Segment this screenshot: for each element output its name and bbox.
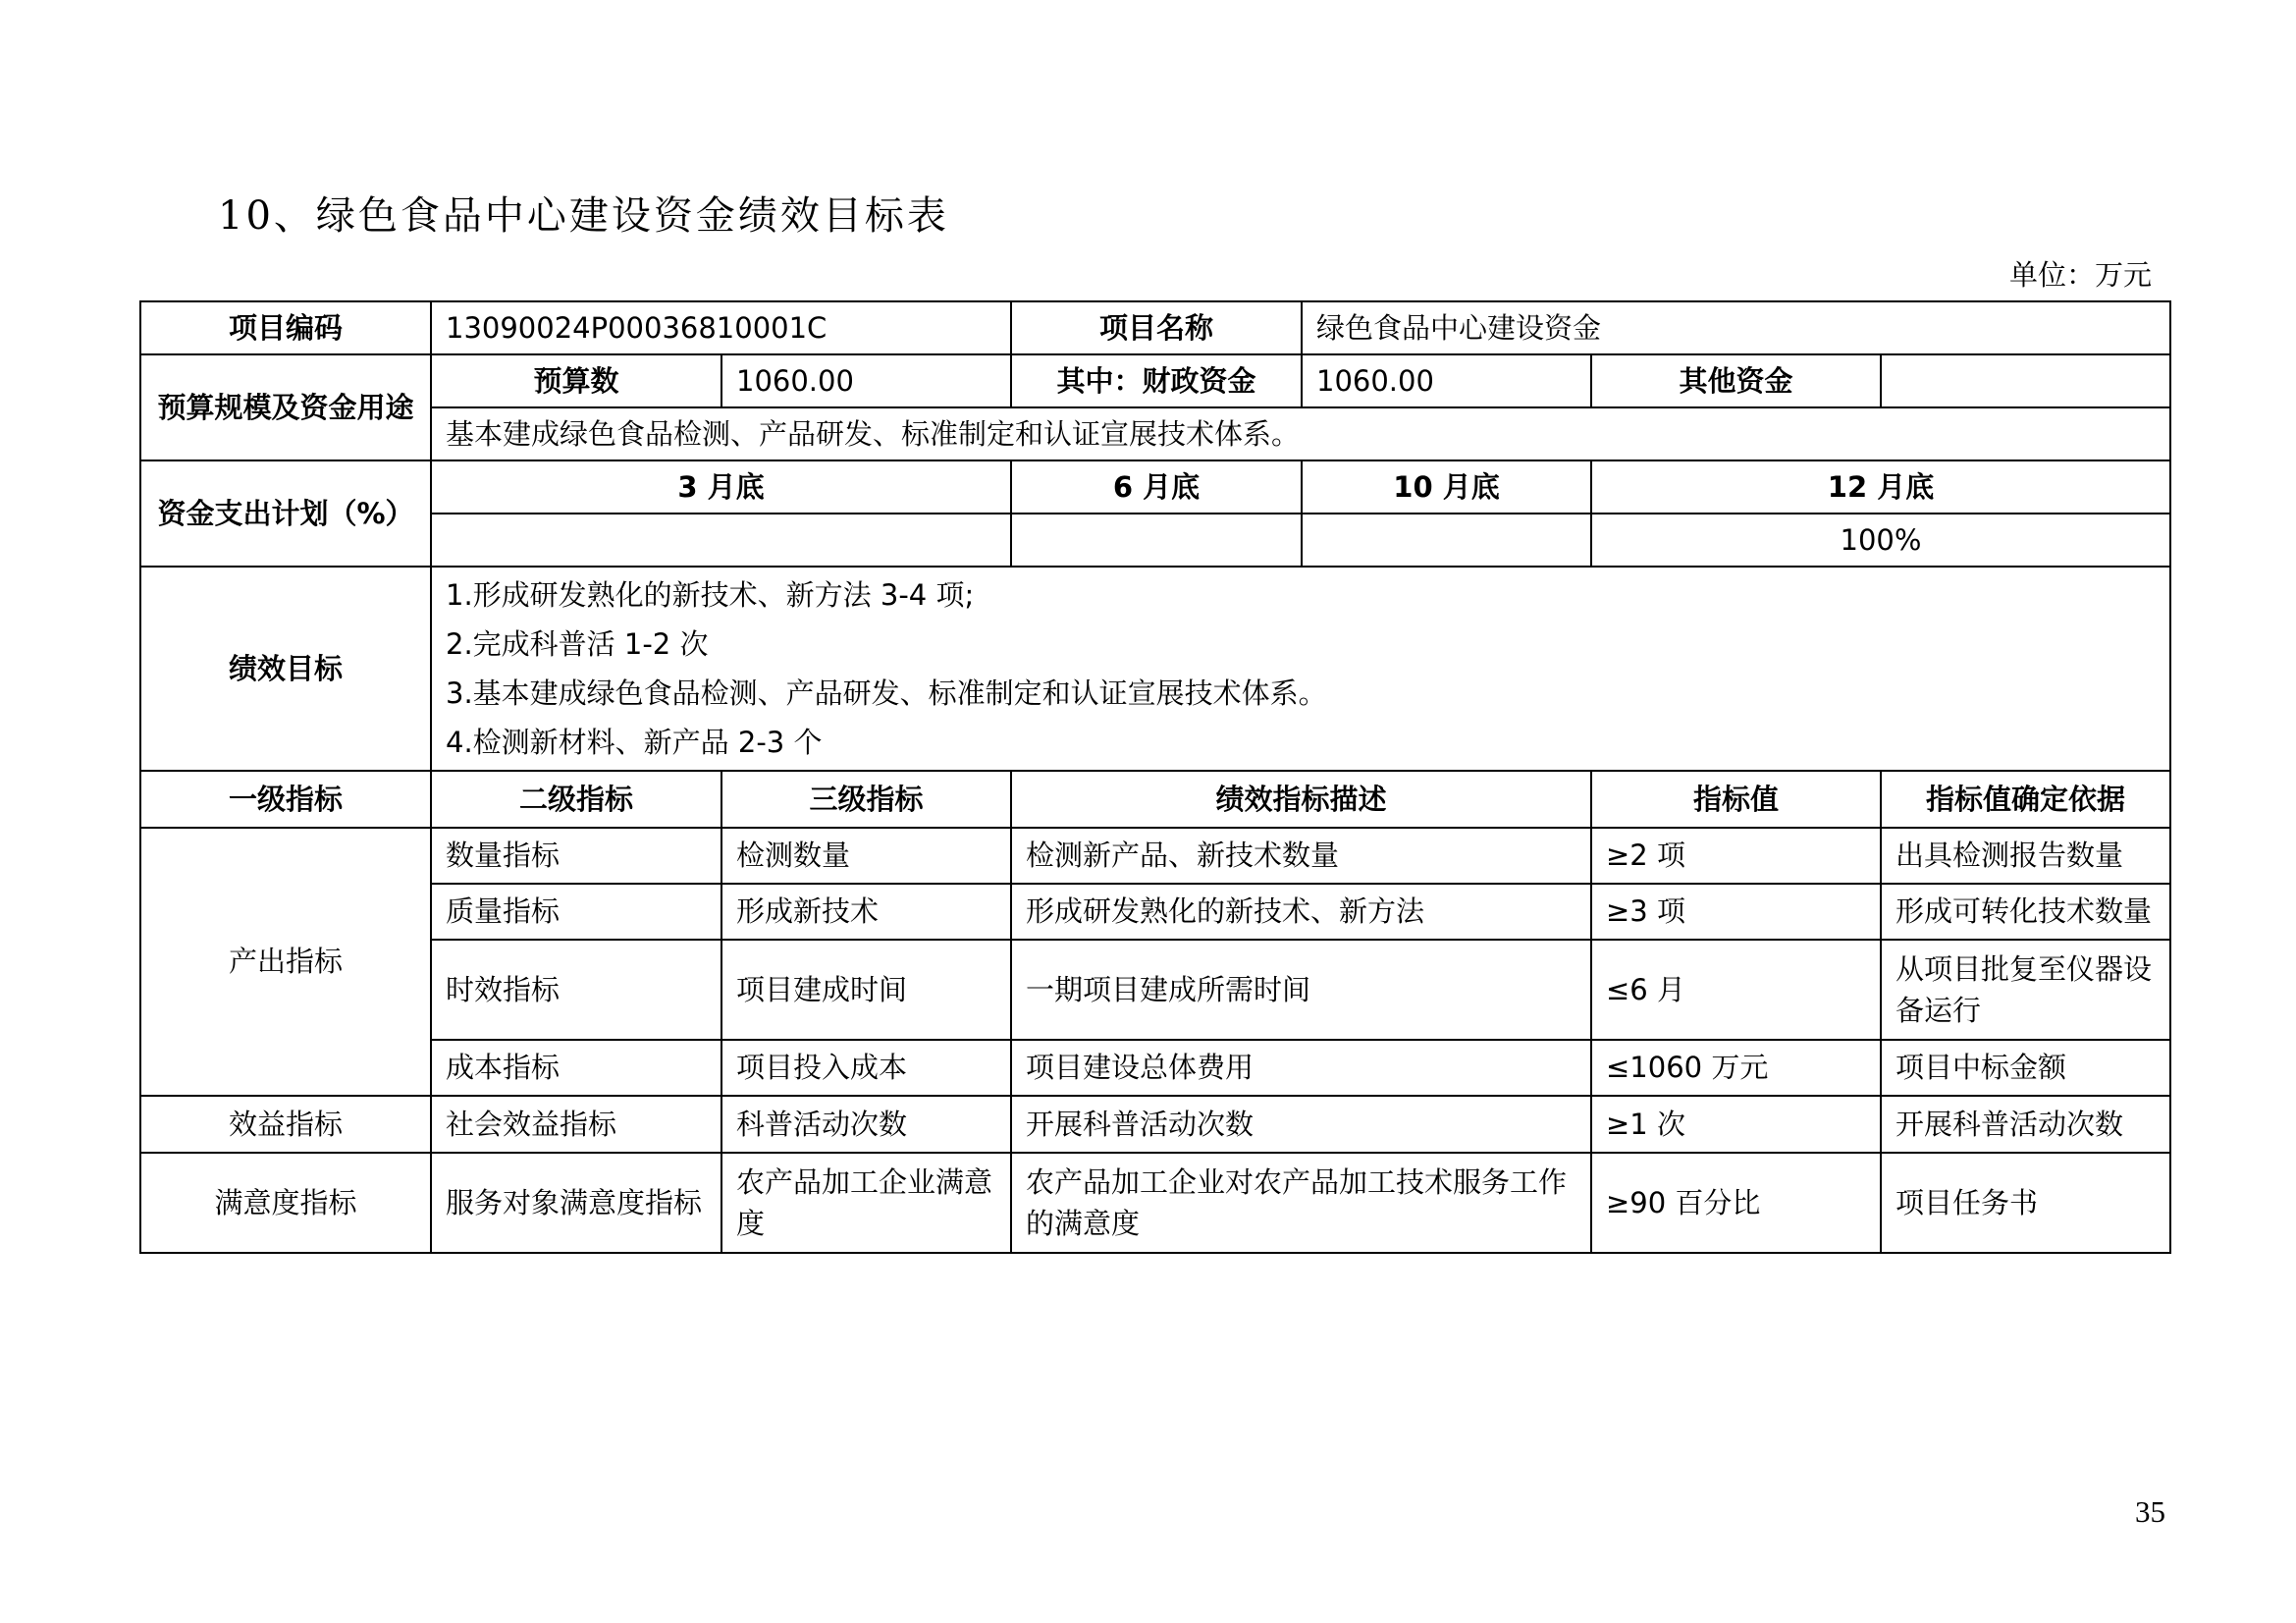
level3-cell: 检测数量 (721, 828, 1011, 884)
header-basis: 指标值确定依据 (1881, 771, 2170, 828)
unit-label: 单位：万元 (2008, 258, 2152, 292)
indicator-header-row (140, 771, 2170, 828)
plan-value-jun (1011, 514, 1302, 567)
table-row (140, 1153, 2170, 1253)
level1-output: 产出指标 (140, 828, 431, 1096)
goal-item: 4.检测新材料、新产品 2-3 个 (446, 726, 823, 759)
value-cell: ≤1060 万元 (1591, 1040, 1881, 1096)
basis-cell: 项目任务书 (1881, 1153, 2170, 1253)
value-cell: ≥90 百分比 (1591, 1153, 1881, 1253)
value-cell: ≥3 项 (1591, 884, 1881, 940)
plan-value-row (140, 514, 2170, 567)
plan-period-dec: 12 月底 (1591, 460, 2170, 514)
document-title: 10、绿色食品中心建设资金绩效目标表 (218, 193, 949, 239)
description-cell: 项目建设总体费用 (1011, 1040, 1591, 1096)
description-cell: 农产品加工企业对农产品加工技术服务工作的满意度 (1011, 1153, 1591, 1253)
project-code-value: 13090024P00036810001C (431, 301, 1011, 354)
plan-period-mar: 3 月底 (431, 460, 1011, 514)
table-row (140, 884, 2170, 940)
goal-item: 1.形成研发熟化的新技术、新方法 3-4 项; (446, 578, 975, 612)
level3-cell: 项目投入成本 (721, 1040, 1011, 1096)
level1-satisfaction: 满意度指标 (140, 1153, 431, 1253)
value-cell: ≥1 次 (1591, 1096, 1881, 1153)
table-row (140, 1040, 2170, 1096)
description-cell: 开展科普活动次数 (1011, 1096, 1591, 1153)
value-cell: ≤6 月 (1591, 940, 1881, 1040)
basis-cell: 出具检测报告数量 (1881, 828, 2170, 884)
info-row-budget (140, 354, 2170, 407)
level2-cell: 数量指标 (431, 828, 721, 884)
basis-cell: 项目中标金额 (1881, 1040, 2170, 1096)
description-cell: 形成研发熟化的新技术、新方法 (1011, 884, 1591, 940)
performance-goals-list (431, 567, 2170, 771)
header-level2: 二级指标 (431, 771, 721, 828)
level2-cell: 成本指标 (431, 1040, 721, 1096)
fiscal-fund-label: 其中：财政资金 (1011, 354, 1302, 407)
level3-cell: 项目建成时间 (721, 940, 1011, 1040)
fiscal-fund-value: 1060.00 (1302, 354, 1591, 407)
level2-cell: 时效指标 (431, 940, 721, 1040)
table-row (140, 940, 2170, 1040)
other-fund-value (1881, 354, 2170, 407)
fund-usage-text: 基本建成绿色食品检测、产品研发、标准制定和认证宣展技术体系。 (431, 407, 2170, 460)
other-fund-label: 其他资金 (1591, 354, 1881, 407)
goals-row (140, 567, 2170, 771)
basis-cell: 形成可转化技术数量 (1881, 884, 2170, 940)
header-level1: 一级指标 (140, 771, 431, 828)
budget-count-value: 1060.00 (721, 354, 1011, 407)
level3-cell: 科普活动次数 (721, 1096, 1011, 1153)
page-number: 35 (2135, 1494, 2165, 1529)
header-level3: 三级指标 (721, 771, 1011, 828)
info-row-code (140, 301, 2170, 354)
goal-item: 2.完成科普活 1-2 次 (446, 627, 709, 661)
plan-value-dec: 100% (1591, 514, 2170, 567)
plan-value-mar (431, 514, 1011, 567)
spending-plan-label: 资金支出计划（%） (140, 460, 431, 567)
level3-cell: 农产品加工企业满意度 (721, 1153, 1011, 1253)
basis-cell: 从项目批复至仪器设备运行 (1881, 940, 2170, 1040)
level3-cell: 形成新技术 (721, 884, 1011, 940)
basis-cell: 开展科普活动次数 (1881, 1096, 2170, 1153)
project-code-label: 项目编码 (140, 301, 431, 354)
header-description: 绩效指标描述 (1011, 771, 1591, 828)
goal-item: 3.基本建成绿色食品检测、产品研发、标准制定和认证宣展技术体系。 (446, 676, 1327, 710)
level2-cell: 质量指标 (431, 884, 721, 940)
level1-benefit: 效益指标 (140, 1096, 431, 1153)
level2-cell: 服务对象满意度指标 (431, 1153, 721, 1253)
performance-goals-label: 绩效目标 (140, 567, 431, 771)
description-cell: 一期项目建成所需时间 (1011, 940, 1591, 1040)
header-value: 指标值 (1591, 771, 1881, 828)
plan-header-row (140, 460, 2170, 514)
info-row-usage (140, 407, 2170, 460)
description-cell: 检测新产品、新技术数量 (1011, 828, 1591, 884)
project-name-value: 绿色食品中心建设资金 (1302, 301, 2170, 354)
performance-target-table (139, 300, 2171, 1254)
value-cell: ≥2 项 (1591, 828, 1881, 884)
plan-value-oct (1302, 514, 1591, 567)
project-name-label: 项目名称 (1011, 301, 1302, 354)
plan-period-oct: 10 月底 (1302, 460, 1591, 514)
table-row (140, 828, 2170, 884)
budget-count-label: 预算数 (431, 354, 721, 407)
level2-cell: 社会效益指标 (431, 1096, 721, 1153)
budget-usage-label: 预算规模及资金用途 (140, 354, 431, 460)
plan-period-jun: 6 月底 (1011, 460, 1302, 514)
table-row (140, 1096, 2170, 1153)
